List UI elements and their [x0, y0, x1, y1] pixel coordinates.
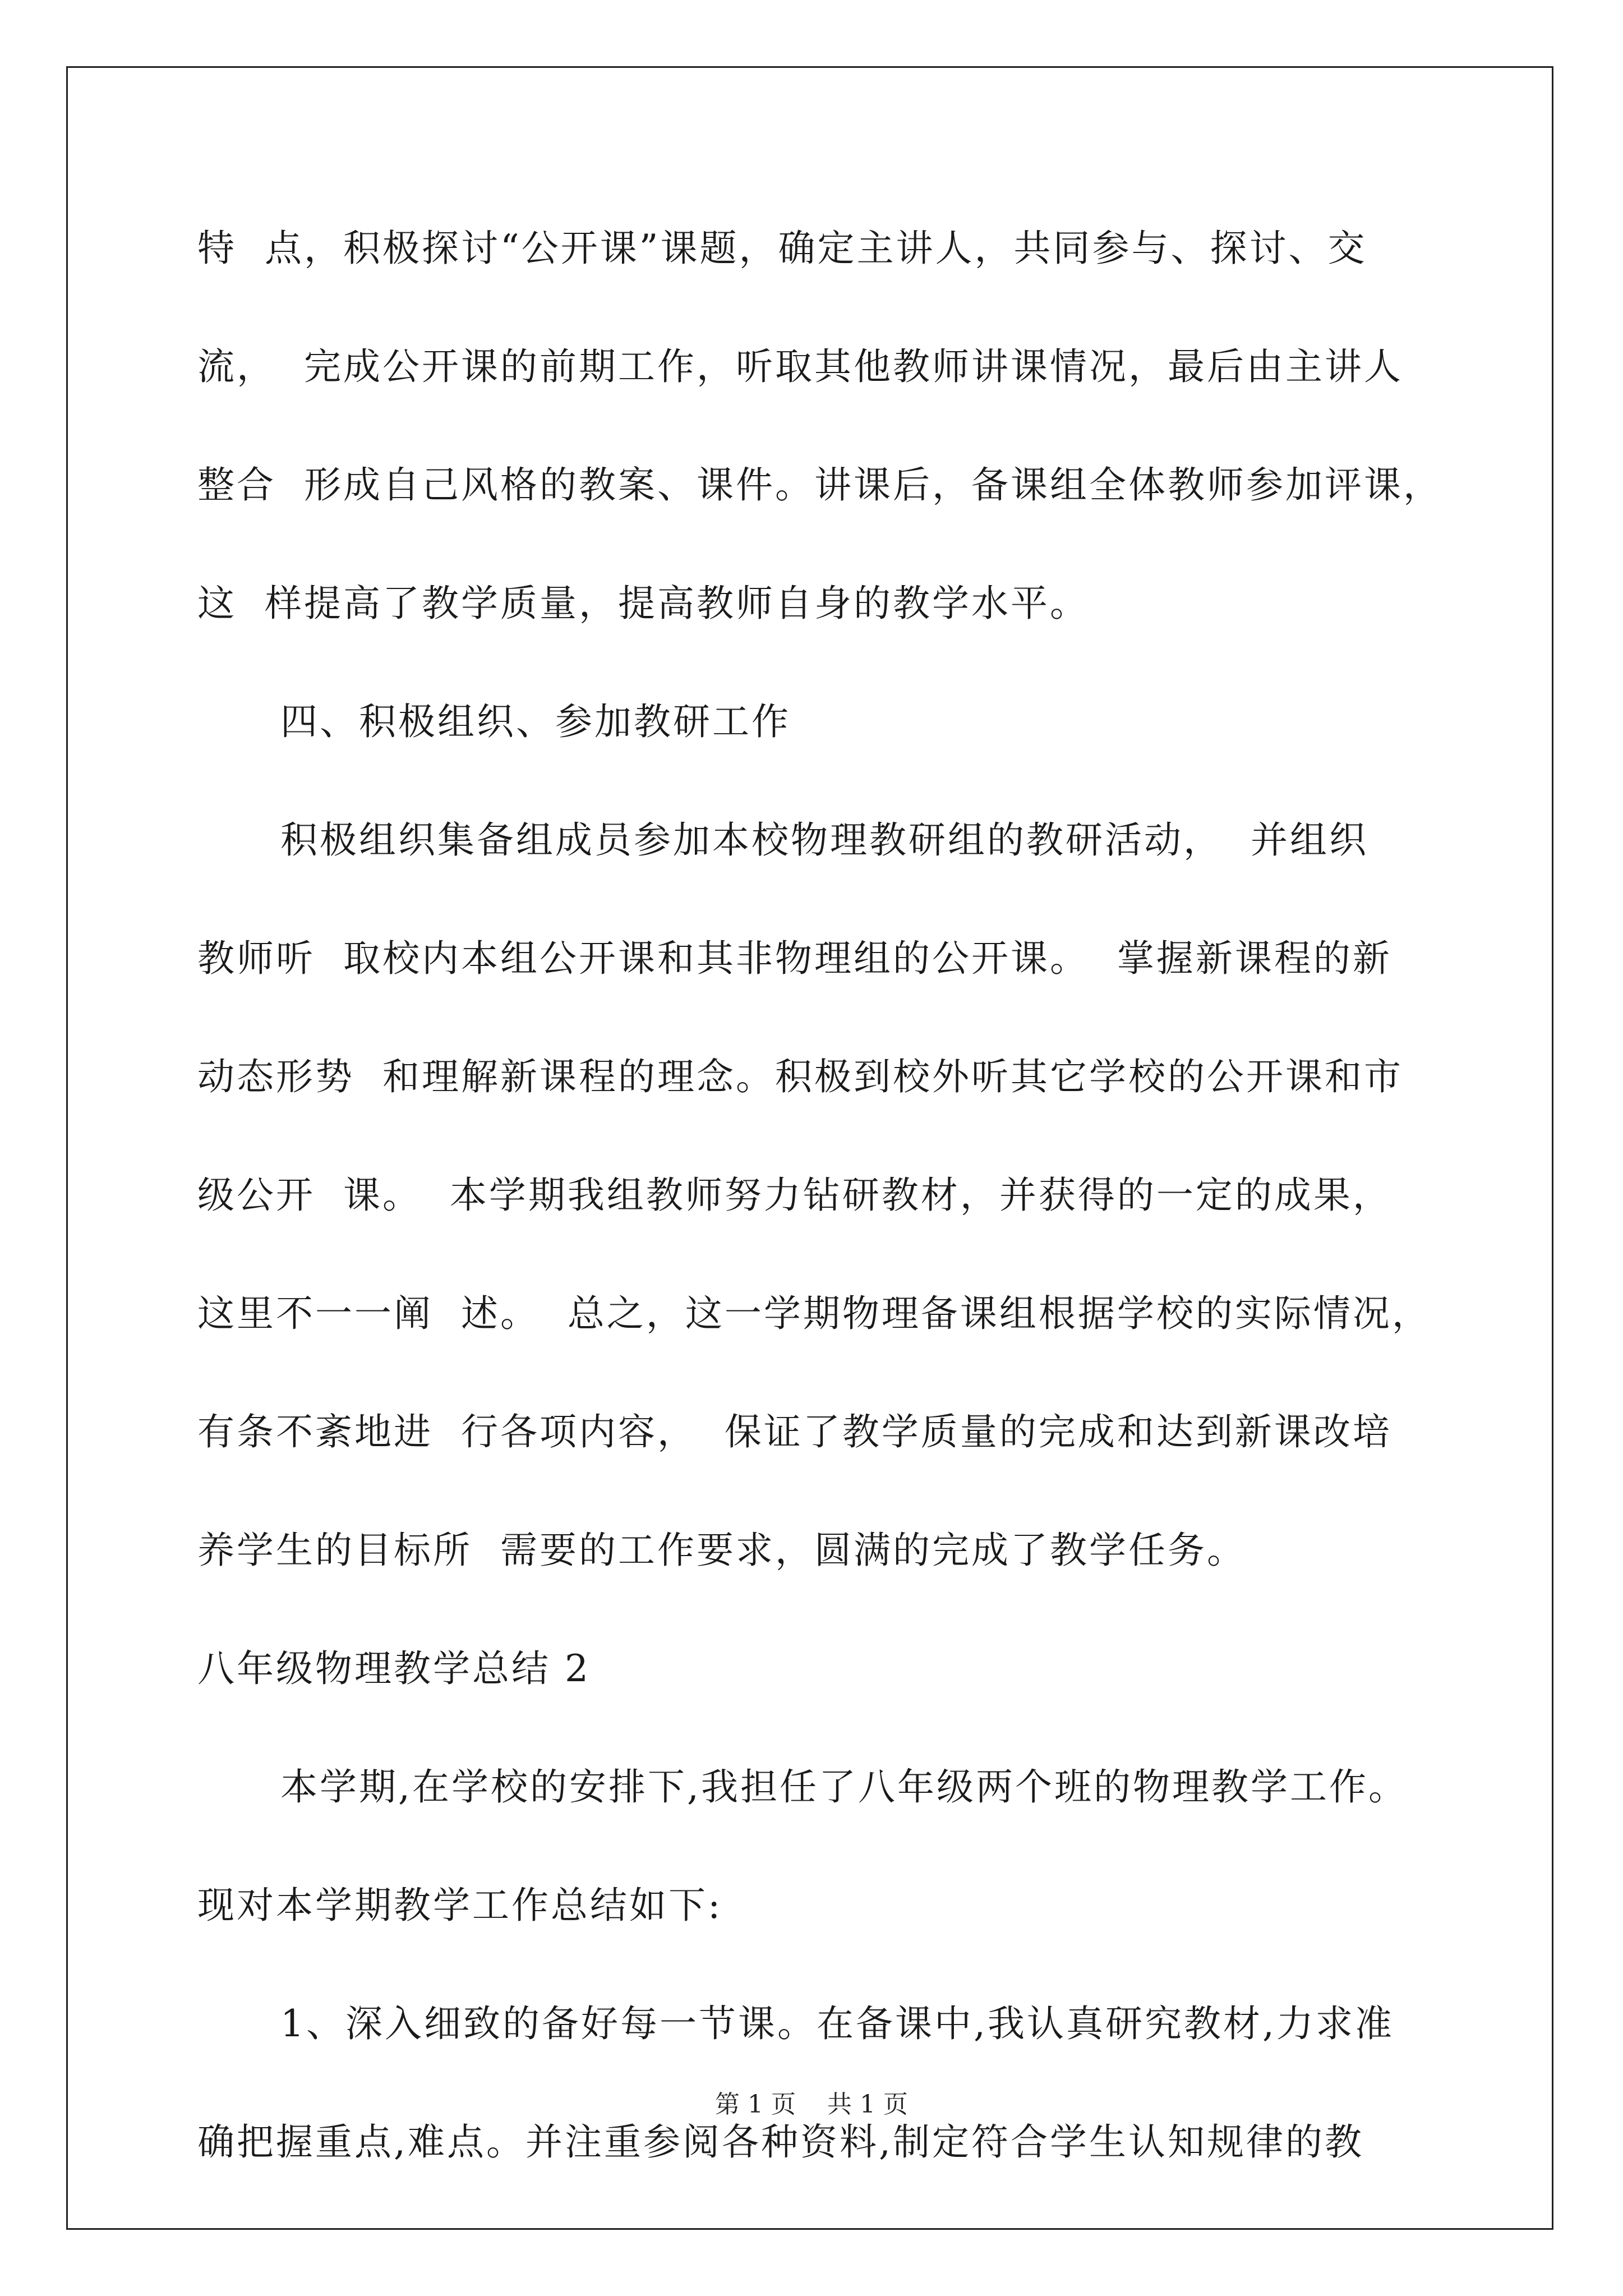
text-line: 这 样提高了教学质量，提高教师自身的教学水平。: [197, 582, 1089, 625]
document-title: 八年级物理教学总结 2: [197, 1647, 591, 1690]
text-line: 确把握重点,难点。并注重参阅各种资料,制定符合学生认知规律的教: [197, 2120, 1364, 2164]
text-line: 养学生的目标所 需要的工作要求，圆满的完成了教学任务。: [197, 1529, 1246, 1572]
text-line: 流， 完成公开课的前期工作，听取其他教师讲课情况，最后由主讲人: [197, 345, 1403, 388]
text-line: 动态形势 和理解新课程的理念。积极到校外听其它学校的公开课和市: [197, 1055, 1403, 1098]
text-line: 级公开 课。 本学期我组教师努力钻研教材，并获得的一定的成果，: [197, 1174, 1392, 1217]
text-line: 积极组织集备组成员参加本校物理教研组的教研活动， 并组织: [280, 818, 1368, 862]
document-body: [197, 206, 1442, 2219]
text-line: 特 点，积极探讨“公开课”课题，确定主讲人，共同参与、探讨、交: [197, 227, 1367, 270]
section-heading: 四、积极组织、参加教研工作: [280, 700, 791, 743]
text-line: 本学期,在学校的安排下,我担任了八年级两个班的物理教学工作。: [280, 1765, 1408, 1809]
text-line: 教师听 取校内本组公开课和其非物理组的公开课。 掌握新课程的新: [197, 937, 1392, 980]
text-line: 整合 形成自己风格的教案、课件。讲课后，备课组全体教师参加评课，: [197, 463, 1442, 507]
text-line: 这里不一一阐 述。 总之，这一学期物理备课组根据学校的实际情况，: [197, 1292, 1431, 1335]
page-number-footer: 第 1 页 共 1 页: [715, 2090, 908, 2119]
text-line: 1、深入细致的备好每一节课。在备课中,我认真研究教材,力求准: [280, 2002, 1394, 2045]
text-line: 有条不紊地进 行各项内容， 保证了教学质量的完成和达到新课改培: [197, 1410, 1392, 1453]
text-line: 现对本学期教学工作总结如下:: [197, 1884, 723, 1927]
